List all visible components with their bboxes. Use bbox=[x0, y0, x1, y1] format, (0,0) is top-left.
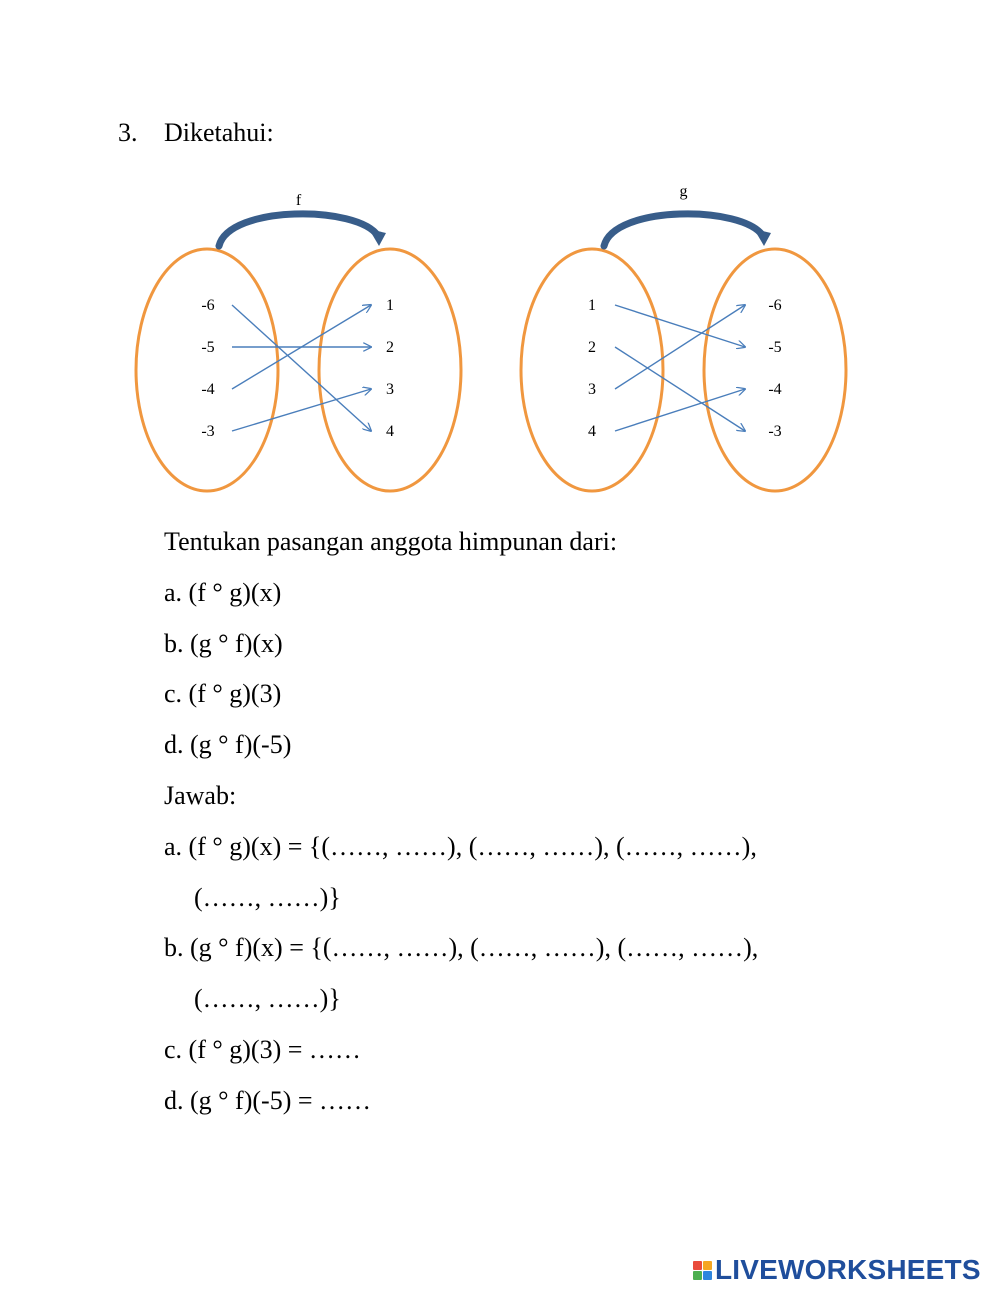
logo-square bbox=[703, 1261, 712, 1270]
logo-text: LIVEWORKSHEETS bbox=[715, 1254, 981, 1285]
mapping-arrow bbox=[232, 305, 371, 431]
answer-d: d. (g ° f)(-5) = …… bbox=[164, 1086, 372, 1115]
mapping-arrow bbox=[615, 305, 745, 389]
codomain-value: -5 bbox=[768, 339, 782, 356]
domain-value: -4 bbox=[201, 381, 215, 398]
mapping-arrow bbox=[615, 389, 745, 431]
function-curve-arrow bbox=[219, 214, 378, 246]
mapping-arrow bbox=[232, 389, 371, 431]
logo-square bbox=[693, 1271, 702, 1280]
domain-value: 2 bbox=[588, 339, 596, 356]
domain-value: -3 bbox=[201, 423, 215, 440]
instruction-item-a: a. (f ° g)(x) bbox=[164, 578, 282, 607]
codomain-ellipse bbox=[319, 249, 461, 491]
mapping-arrow bbox=[615, 305, 745, 347]
instruction-item-c: c. (f ° g)(3) bbox=[164, 679, 282, 708]
answer-b-line1: b. (g ° f)(x) = {(……, ……), (……, ……), (……, ……), bbox=[164, 933, 759, 962]
function-curve-arrow bbox=[604, 214, 763, 246]
codomain-value: 4 bbox=[386, 423, 394, 440]
function-curve-arrowhead-icon bbox=[369, 229, 386, 246]
function-label: f bbox=[295, 192, 302, 209]
domain-ellipse bbox=[521, 249, 663, 491]
instruction-item-b: b. (g ° f)(x) bbox=[164, 629, 283, 658]
answer-a-line2: (……, ……)} bbox=[194, 883, 341, 912]
domain-value: 3 bbox=[588, 381, 596, 398]
codomain-value: 3 bbox=[386, 381, 394, 398]
instruction-item-d: d. (g ° f)(-5) bbox=[164, 730, 292, 759]
function-curve-arrowhead-icon bbox=[754, 229, 771, 246]
domain-value: -5 bbox=[201, 339, 215, 356]
mapping-diagrams bbox=[0, 0, 1000, 520]
diagram-g bbox=[521, 183, 846, 491]
answer-a-line1: a. (f ° g)(x) = {(……, ……), (……, ……), (……, ……), bbox=[164, 832, 757, 861]
diagram-f bbox=[136, 192, 461, 491]
question-number: 3. bbox=[118, 118, 138, 147]
domain-value: -6 bbox=[201, 297, 215, 314]
codomain-value: 1 bbox=[386, 297, 394, 314]
function-label: g bbox=[679, 183, 688, 200]
logo-mark-icon bbox=[693, 1261, 712, 1280]
domain-ellipse bbox=[136, 249, 278, 491]
codomain-value: -6 bbox=[768, 297, 782, 314]
logo-square bbox=[693, 1261, 702, 1270]
question-title: Diketahui: bbox=[164, 118, 274, 147]
instruction-prompt: Tentukan pasangan anggota himpunan dari: bbox=[164, 527, 618, 556]
domain-value: 1 bbox=[588, 297, 596, 314]
mapping-arrow bbox=[615, 347, 745, 431]
codomain-ellipse bbox=[704, 249, 846, 491]
liveworksheets-logo[interactable] bbox=[693, 1253, 981, 1287]
answer-b-line2: (……, ……)} bbox=[194, 984, 341, 1013]
codomain-value: -3 bbox=[768, 423, 782, 440]
domain-value: 4 bbox=[588, 423, 596, 440]
codomain-value: 2 bbox=[386, 339, 394, 356]
logo-square bbox=[703, 1271, 712, 1280]
answer-heading: Jawab: bbox=[164, 781, 237, 810]
answer-c: c. (f ° g)(3) = …… bbox=[164, 1035, 361, 1064]
codomain-value: -4 bbox=[768, 381, 782, 398]
